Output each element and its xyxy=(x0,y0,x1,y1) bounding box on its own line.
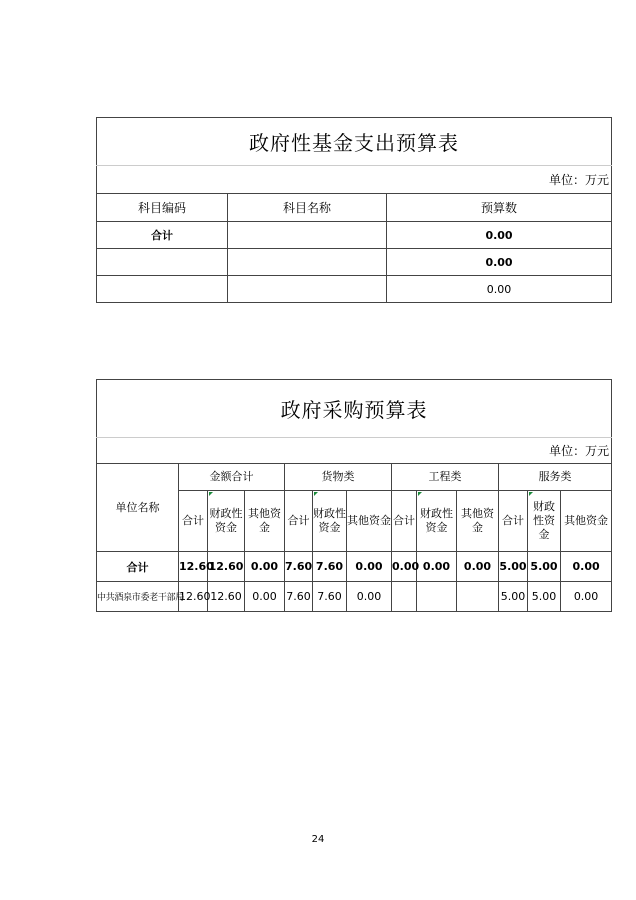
value-cell: 7.60 xyxy=(285,552,313,582)
table-row xyxy=(97,582,612,612)
fund-budget-table xyxy=(96,117,612,303)
sub-header-total: 合计 xyxy=(285,491,313,552)
value-cell xyxy=(417,582,457,612)
unit-name-header: 单位名称 xyxy=(97,464,179,552)
sub-header-fiscal: 财政性资金 xyxy=(313,491,347,552)
fund-row-amount: 0.00 xyxy=(387,276,612,303)
fund-header-name: 科目名称 xyxy=(228,194,387,222)
fund-header-code: 科目编码 xyxy=(97,194,228,222)
procurement-table-title: 政府采购预算表 xyxy=(97,380,612,438)
sub-header-fiscal: 财政性资金 xyxy=(417,491,457,552)
sub-header-total: 合计 xyxy=(499,491,528,552)
value-cell: 7.60 xyxy=(313,552,347,582)
procurement-budget-table xyxy=(96,379,612,612)
fund-row-name xyxy=(228,249,387,276)
table-row xyxy=(97,249,612,276)
fund-table-unit: 单位：万元 xyxy=(97,166,612,194)
value-cell: 12.60 xyxy=(179,582,208,612)
page-number: 24 xyxy=(311,834,325,845)
fund-row-name xyxy=(228,222,387,249)
row-unit-name: 中共酒泉市委老干部局 xyxy=(97,582,179,612)
value-cell: 12.60 xyxy=(208,552,245,582)
fund-row-amount: 0.00 xyxy=(387,249,612,276)
value-cell: 7.60 xyxy=(313,582,347,612)
fund-header-amount: 预算数 xyxy=(387,194,612,222)
value-cell: 12.60 xyxy=(208,582,245,612)
fund-row-name xyxy=(228,276,387,303)
sub-header-other: 其他资金 xyxy=(457,491,499,552)
fund-row-amount: 0.00 xyxy=(387,222,612,249)
value-cell: 0.00 xyxy=(561,552,612,582)
value-cell: 5.00 xyxy=(528,552,561,582)
procurement-table-unit: 单位：万元 xyxy=(97,438,612,464)
value-cell: 5.00 xyxy=(499,552,528,582)
group-header-works: 工程类 xyxy=(392,464,499,491)
table-row xyxy=(97,222,612,249)
value-cell: 0.00 xyxy=(245,552,285,582)
value-cell: 7.60 xyxy=(285,582,313,612)
sub-header-other: 其他资金 xyxy=(347,491,392,552)
value-cell: 0.00 xyxy=(347,552,392,582)
sub-header-fiscal: 财政性资金 xyxy=(208,491,245,552)
value-cell: 12.60 xyxy=(179,552,208,582)
sub-header-fiscal: 财政性资金 xyxy=(528,491,561,552)
sub-header-other: 其他资金 xyxy=(245,491,285,552)
row-unit-name: 合计 xyxy=(97,552,179,582)
table-row xyxy=(97,276,612,303)
fund-table-title: 政府性基金支出预算表 xyxy=(97,118,612,166)
value-cell xyxy=(392,582,417,612)
value-cell: 0.00 xyxy=(392,552,417,582)
group-header-total: 金额合计 xyxy=(179,464,285,491)
value-cell: 0.00 xyxy=(457,552,499,582)
sub-header-total: 合计 xyxy=(392,491,417,552)
value-cell: 0.00 xyxy=(347,582,392,612)
value-cell: 5.00 xyxy=(528,582,561,612)
value-cell: 0.00 xyxy=(561,582,612,612)
fund-row-code xyxy=(97,249,228,276)
group-header-services: 服务类 xyxy=(499,464,612,491)
fund-row-code: 合计 xyxy=(97,222,228,249)
sub-header-other: 其他资金 xyxy=(561,491,612,552)
value-cell: 5.00 xyxy=(499,582,528,612)
fund-row-code xyxy=(97,276,228,303)
value-cell: 0.00 xyxy=(245,582,285,612)
group-header-goods: 货物类 xyxy=(285,464,392,491)
value-cell xyxy=(457,582,499,612)
sub-header-total: 合计 xyxy=(179,491,208,552)
value-cell: 0.00 xyxy=(417,552,457,582)
table-row xyxy=(97,552,612,582)
